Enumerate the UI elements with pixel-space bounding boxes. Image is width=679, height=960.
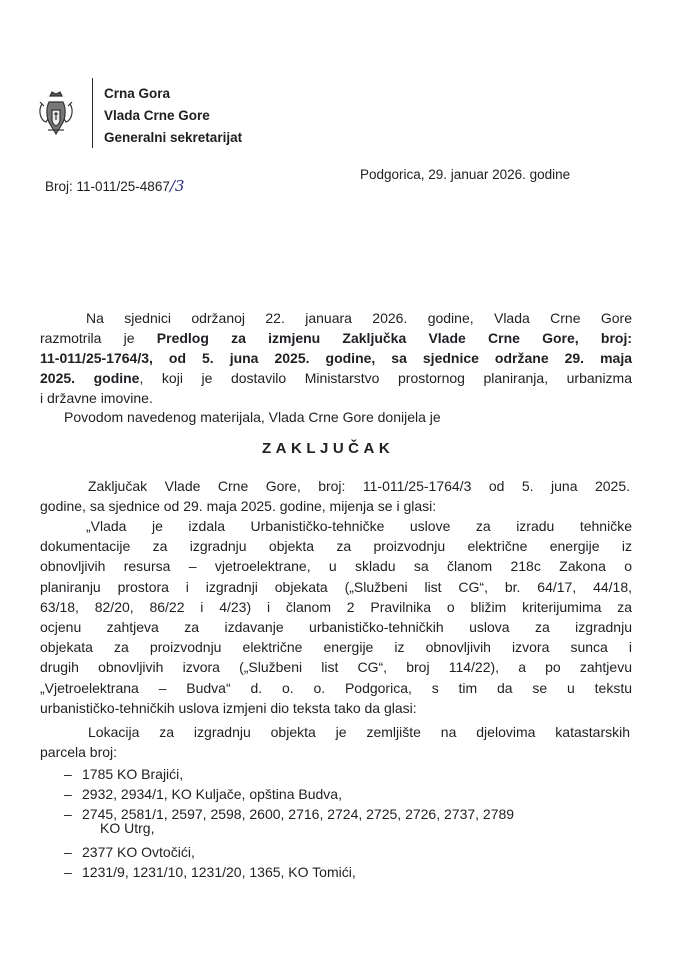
parcel-text: 2377 KO Ovtočići, [82,844,195,860]
parcel-list-item [64,786,342,803]
list-dash: – [64,786,72,802]
quote-line: ocjenu zahtjeva za izdavanje urbanističko-tehničkih uslova za izgradnju [40,619,632,635]
parcel-list-item [64,864,356,881]
quote-line: „Vlada je izdala Urbanističko-tehničke uslove za izradu tehničke [86,518,632,534]
coat-of-arms-icon [36,90,76,140]
quote-line: obnovljivih resursa – vjetroelektrane, u skladu sa članom 218c Zakona o [40,558,632,575]
quote-line: dokumentacije za izgradnju objekta za proizvodnju električne energije iz [40,538,632,555]
institution-department: Generalni sekretarijat [104,130,243,145]
intro-decision-line: Povodom navedenog materijala, Vlada Crne Gore donijela je [64,409,441,425]
list-dash: – [64,864,72,880]
body-line: godine, sa sjednice od 29. maja 2025. godine, mijenja se i glasi: [40,498,437,514]
intro-line [40,370,632,387]
parcel-continuation: KO Utrg, [100,820,155,836]
parcel-text: 1785 KO Brajići, [82,766,184,782]
reference-handwritten-suffix: /3 [169,177,185,195]
intro-line [86,310,632,327]
list-dash: – [64,766,72,782]
bold-text: 2025. godine [40,370,140,386]
quote-line: 63/18, 82/20, 86/22 i 4/23) i članom 2 Pravilnika o bližim kriterijumima za [40,598,632,615]
quote-line: „Vjetroelektrana – Budva“ d. o. o. Podgorica, s tim da se u tekstu [40,679,632,696]
parcel-list-item [64,844,195,861]
parcel-text: 2932, 2934/1, KO Kuljače, opština Budva, [82,786,342,802]
text-run: i državne imovine. [40,390,153,406]
reference-number [45,177,184,195]
list-dash: – [64,806,72,822]
body-line: Zaključak Vlade Crne Gore, broj: 11-011/25-1764/3 od 5. juna 2025. [88,478,630,494]
quote-line: objekata za proizvodnju električne energije iz obnovljivih izvora sunca i [40,639,632,656]
intro-line [40,330,632,347]
parcel-list-item [64,766,183,783]
quote-line: urbanističko-tehničkih uslova izmjeni dio teksta tako da glasi: [40,699,417,716]
location-line: Lokacija za izgradnju objekta je zemljište na djelovima katastarskih [88,724,630,740]
quote-line: drugih obnovljivih izvora („Službeni list CG“, broj 114/22), a po zahtjevu [40,659,632,676]
parcel-text: 2745, 2581/1, 2597, 2598, 2600, 2716, 2724, 2725, 2726, 2737, 2789 [82,806,515,822]
list-dash: – [64,844,72,860]
text-run: razmotrila je [40,330,157,346]
intro-line [40,390,153,407]
institution-country: Crna Gora [104,86,171,101]
place-date: Podgorica, 29. januar 2026. godine [360,167,571,182]
reference-label: Broj: 11-011/25-4867 [45,179,170,194]
institution-government: Vlada Crne Gore [104,108,210,123]
bold-text: Predlog za izmjenu Zaključka Vlade Crne Gore, broj: [156,330,632,346]
parcel-text: 1231/9, 1231/10, 1231/20, 1365, KO Tomići, [82,864,356,880]
text-run: , koji je dostavilo Ministarstvo prostornog planiranja, urbanizma [139,370,632,386]
intro-line [40,350,632,367]
bold-text: 11-011/25-1764/3, od 5. juna 2025. godine, sa sjednice održane 29. maja [40,350,632,366]
location-line: parcela broj: [40,744,118,760]
text-run: Na sjednici održanoj 22. januara 2026. godine, Vlada Crne Gore [86,310,632,326]
document-title: ZAKLJUČAK [262,440,395,457]
header-divider [92,78,93,148]
quote-line: planiranju prostora i izgradnji objekata („Službeni list CG“, br. 64/17, 44/18, [40,578,632,595]
